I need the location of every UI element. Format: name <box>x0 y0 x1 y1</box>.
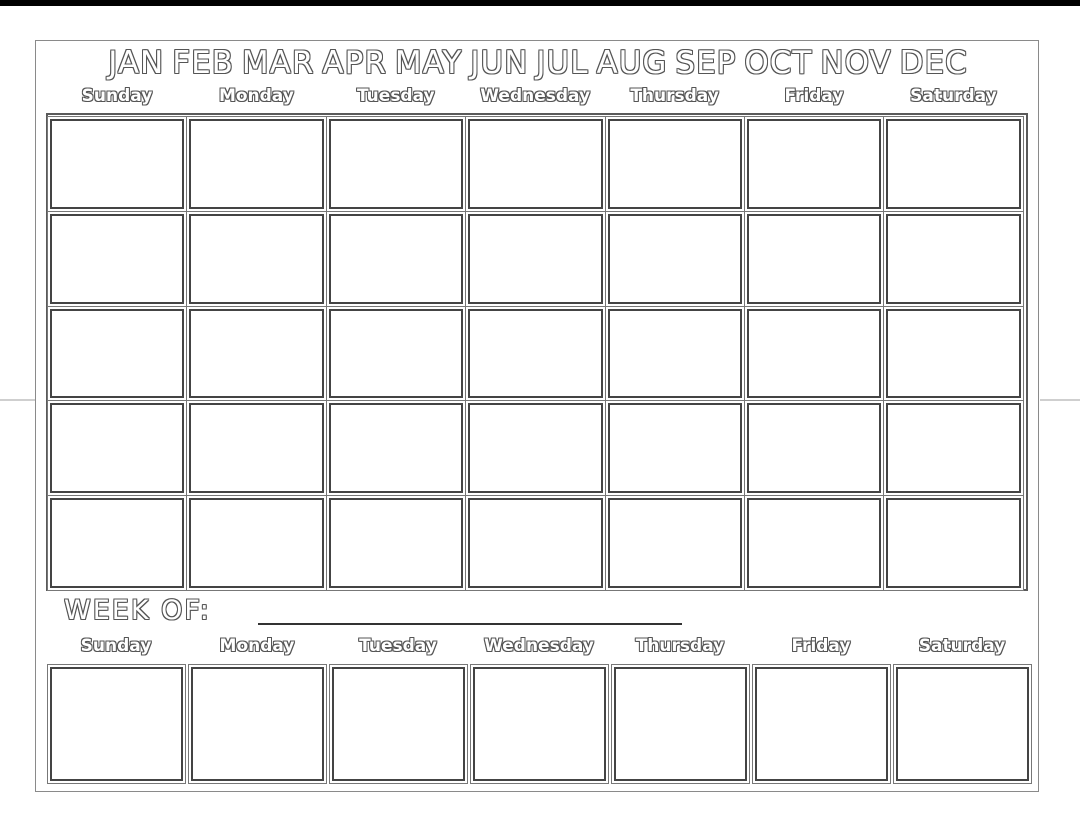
weekday-label-thursday: Thursday <box>630 86 719 106</box>
day-cell[interactable] <box>747 119 881 209</box>
day-cell[interactable] <box>608 403 742 493</box>
weekly-day-cell[interactable] <box>614 667 747 781</box>
day-cell[interactable] <box>608 309 742 399</box>
day-cell[interactable] <box>468 309 602 399</box>
weekday-label-thursday: Thursday <box>635 636 725 656</box>
month-may: MAY <box>394 45 463 81</box>
day-cell[interactable] <box>329 119 463 209</box>
day-cell[interactable] <box>50 403 184 493</box>
guide-line-left <box>0 399 40 401</box>
month-mar: MAR <box>241 45 315 81</box>
weekday-label-tuesday: Tuesday <box>356 86 435 106</box>
month-feb: FEB <box>172 45 234 81</box>
weekly-day-cell[interactable] <box>896 667 1029 781</box>
day-cell[interactable] <box>50 119 184 209</box>
day-cell[interactable] <box>886 498 1020 588</box>
top-border-bar <box>0 0 1080 6</box>
day-cell[interactable] <box>189 119 323 209</box>
day-cell[interactable] <box>50 309 184 399</box>
weekday-label-friday: Friday <box>791 636 851 656</box>
day-cell[interactable] <box>886 403 1020 493</box>
day-cell[interactable] <box>886 119 1020 209</box>
day-cell[interactable] <box>468 498 602 588</box>
day-cell[interactable] <box>329 403 463 493</box>
day-cell[interactable] <box>189 309 323 399</box>
week-of-label: WEEK OF: <box>64 595 211 626</box>
weekday-label-monday: Monday <box>218 86 294 106</box>
day-cell[interactable] <box>886 309 1020 399</box>
weekly-weekday-header <box>36 633 1040 659</box>
day-cell[interactable] <box>468 119 602 209</box>
day-cell[interactable] <box>747 403 881 493</box>
day-cell[interactable] <box>329 309 463 399</box>
month-aug: AUG <box>596 45 668 81</box>
weekday-label-sunday: Sunday <box>81 86 153 106</box>
month-jul: JUL <box>536 45 589 81</box>
weekday-label-tuesday: Tuesday <box>359 636 437 656</box>
monthly-weekday-header <box>36 83 1040 109</box>
day-cell[interactable] <box>329 214 463 304</box>
weekday-label-saturday: Saturday <box>918 636 1006 656</box>
weekday-label-wednesday: Wednesday <box>484 636 594 656</box>
day-cell[interactable] <box>329 498 463 588</box>
month-apr: APR <box>322 45 387 81</box>
month-names-header <box>36 43 1040 83</box>
month-jun: JUN <box>470 45 529 81</box>
day-cell[interactable] <box>886 214 1020 304</box>
month-oct: OCT <box>744 45 813 81</box>
day-cell[interactable] <box>50 498 184 588</box>
weekly-day-cell[interactable] <box>473 667 606 781</box>
day-cell[interactable] <box>747 498 881 588</box>
day-cell[interactable] <box>608 119 742 209</box>
week-of-write-line[interactable] <box>258 623 682 625</box>
day-cell[interactable] <box>189 214 323 304</box>
guide-line-right <box>1040 399 1080 401</box>
calendar-sheet <box>35 40 1039 792</box>
day-cell[interactable] <box>468 214 602 304</box>
weekday-label-sunday: Sunday <box>80 636 152 656</box>
weekly-day-cell[interactable] <box>50 667 183 781</box>
day-cell[interactable] <box>189 498 323 588</box>
month-nov: NOV <box>820 45 892 81</box>
day-cell[interactable] <box>608 214 742 304</box>
weekday-label-monday: Monday <box>219 636 295 656</box>
day-cell[interactable] <box>747 309 881 399</box>
weekday-label-friday: Friday <box>784 86 844 106</box>
month-dec: DEC <box>899 45 968 81</box>
day-cell[interactable] <box>189 403 323 493</box>
weekday-label-saturday: Saturday <box>910 86 997 106</box>
weekly-day-cell[interactable] <box>332 667 465 781</box>
day-cell[interactable] <box>468 403 602 493</box>
weekday-label-wednesday: Wednesday <box>480 86 591 106</box>
weekly-day-cell[interactable] <box>755 667 888 781</box>
monthly-calendar-grid <box>46 113 1028 591</box>
weekly-day-cell[interactable] <box>191 667 324 781</box>
day-cell[interactable] <box>747 214 881 304</box>
month-sep: SEP <box>675 45 737 81</box>
month-jan: JAN <box>108 45 165 81</box>
day-cell[interactable] <box>50 214 184 304</box>
day-cell[interactable] <box>608 498 742 588</box>
